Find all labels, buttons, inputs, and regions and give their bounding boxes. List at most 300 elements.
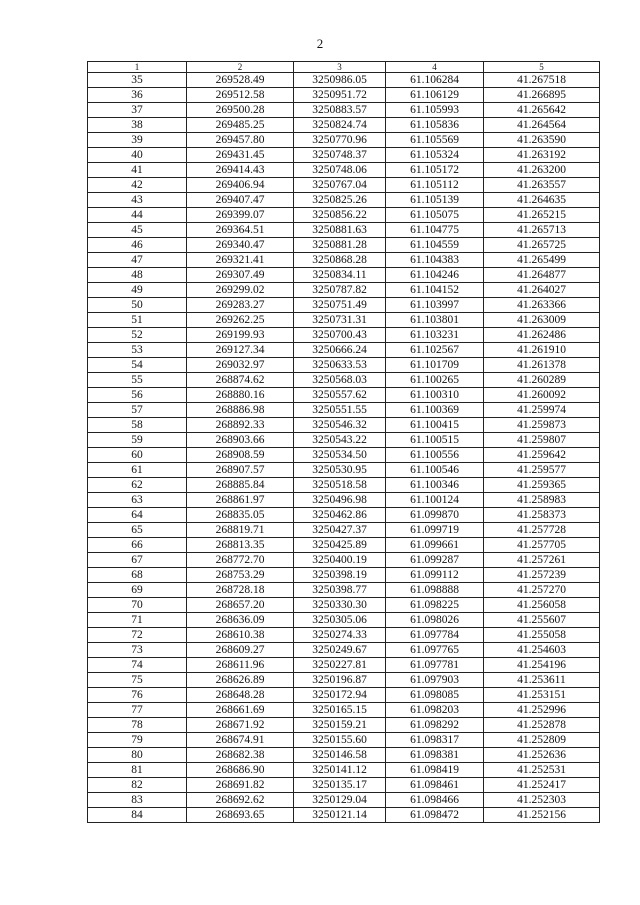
table-cell: 41.259365 xyxy=(484,478,600,493)
table-cell: 61.103997 xyxy=(386,298,484,313)
table-cell: 41.264027 xyxy=(484,283,600,298)
table-cell: 41.257261 xyxy=(484,553,600,568)
table-cell: 55 xyxy=(88,373,187,388)
table-cell: 3250155.60 xyxy=(294,733,386,748)
table-cell: 61.098472 xyxy=(386,808,484,823)
table-cell: 3250518.58 xyxy=(294,478,386,493)
table-row xyxy=(88,448,600,463)
table-cell: 269485.25 xyxy=(187,118,294,133)
table-cell: 41 xyxy=(88,163,187,178)
table-cell: 3250824.74 xyxy=(294,118,386,133)
table-row xyxy=(88,268,600,283)
table-cell: 3250398.19 xyxy=(294,568,386,583)
table-cell: 50 xyxy=(88,298,187,313)
table-row xyxy=(88,118,600,133)
table-cell: 3250825.26 xyxy=(294,193,386,208)
table-cell: 268686.90 xyxy=(187,763,294,778)
table-row xyxy=(88,598,600,613)
table-cell: 41.252878 xyxy=(484,718,600,733)
table-cell: 3250159.21 xyxy=(294,718,386,733)
table-cell: 35 xyxy=(88,73,187,88)
table-cell: 3250427.37 xyxy=(294,523,386,538)
table-cell: 70 xyxy=(88,598,187,613)
table-cell: 41.252417 xyxy=(484,778,600,793)
table-cell: 41.265215 xyxy=(484,208,600,223)
table-cell: 61.099719 xyxy=(386,523,484,538)
table-row xyxy=(88,523,600,538)
table-cell: 41.257705 xyxy=(484,538,600,553)
table-cell: 61.100346 xyxy=(386,478,484,493)
table-row xyxy=(88,628,600,643)
table-cell: 3250856.22 xyxy=(294,208,386,223)
table-cell: 268903.66 xyxy=(187,433,294,448)
table-cell: 3250462.86 xyxy=(294,508,386,523)
table-cell: 41.258373 xyxy=(484,508,600,523)
table-cell: 269340.47 xyxy=(187,238,294,253)
table-cell: 36 xyxy=(88,88,187,103)
table-cell: 49 xyxy=(88,283,187,298)
table-cell: 69 xyxy=(88,583,187,598)
table-cell: 268657.20 xyxy=(187,598,294,613)
table-cell: 75 xyxy=(88,673,187,688)
table-cell: 3250530.95 xyxy=(294,463,386,478)
table-cell: 41.252531 xyxy=(484,763,600,778)
table-cell: 269414.43 xyxy=(187,163,294,178)
table-cell: 61.097765 xyxy=(386,643,484,658)
table-cell: 63 xyxy=(88,493,187,508)
table-cell: 3250666.24 xyxy=(294,343,386,358)
table-cell: 268892.33 xyxy=(187,418,294,433)
table-cell: 269299.02 xyxy=(187,283,294,298)
table-row xyxy=(88,493,600,508)
table-cell: 61.103801 xyxy=(386,313,484,328)
coordinates-table xyxy=(87,61,600,823)
table-cell: 61.097784 xyxy=(386,628,484,643)
table-cell: 3250249.67 xyxy=(294,643,386,658)
table-cell: 41.257239 xyxy=(484,568,600,583)
table-row xyxy=(88,343,600,358)
table-row xyxy=(88,508,600,523)
table-cell: 61.102567 xyxy=(386,343,484,358)
table-cell: 61.099870 xyxy=(386,508,484,523)
table-cell: 80 xyxy=(88,748,187,763)
table-cell: 269457.80 xyxy=(187,133,294,148)
table-row xyxy=(88,673,600,688)
table-cell: 54 xyxy=(88,358,187,373)
table-cell: 84 xyxy=(88,808,187,823)
table-cell: 3250274.33 xyxy=(294,628,386,643)
table-row xyxy=(88,658,600,673)
table-cell: 41.257270 xyxy=(484,583,600,598)
table-row xyxy=(88,478,600,493)
table-row xyxy=(88,193,600,208)
table-cell: 268693.65 xyxy=(187,808,294,823)
table-cell: 3250568.03 xyxy=(294,373,386,388)
table-cell: 61.098026 xyxy=(386,613,484,628)
table-cell: 3250731.31 xyxy=(294,313,386,328)
table-cell: 41.265713 xyxy=(484,223,600,238)
table-cell: 60 xyxy=(88,448,187,463)
table-cell: 61.104559 xyxy=(386,238,484,253)
table-cell: 3250141.12 xyxy=(294,763,386,778)
table-cell: 41.253151 xyxy=(484,688,600,703)
table-cell: 41.264877 xyxy=(484,268,600,283)
table-cell: 268907.57 xyxy=(187,463,294,478)
table-cell: 43 xyxy=(88,193,187,208)
table-row xyxy=(88,748,600,763)
table-row xyxy=(88,73,600,88)
table-cell: 3250770.96 xyxy=(294,133,386,148)
table-cell: 41.259577 xyxy=(484,463,600,478)
table-cell: 61.098203 xyxy=(386,703,484,718)
table-cell: 3250425.89 xyxy=(294,538,386,553)
table-cell: 269500.28 xyxy=(187,103,294,118)
table-row xyxy=(88,388,600,403)
table-cell: 268886.98 xyxy=(187,403,294,418)
table-cell: 41.266895 xyxy=(484,88,600,103)
table-cell: 268885.84 xyxy=(187,478,294,493)
table-cell: 269283.27 xyxy=(187,298,294,313)
table-cell: 74 xyxy=(88,658,187,673)
table-cell: 41.252636 xyxy=(484,748,600,763)
table-cell: 3250534.50 xyxy=(294,448,386,463)
table-cell: 3250227.81 xyxy=(294,658,386,673)
table-cell: 61.106129 xyxy=(386,88,484,103)
table-cell: 268691.82 xyxy=(187,778,294,793)
table-cell: 3250700.43 xyxy=(294,328,386,343)
page-number: 2 xyxy=(316,36,324,51)
table-row xyxy=(88,223,600,238)
table-cell: 41.263590 xyxy=(484,133,600,148)
table-row xyxy=(88,688,600,703)
table-cell: 81 xyxy=(88,763,187,778)
column-header-4: 4 xyxy=(386,62,484,73)
table-cell: 40 xyxy=(88,148,187,163)
table-row xyxy=(88,328,600,343)
table-cell: 41.259642 xyxy=(484,448,600,463)
table-row xyxy=(88,793,600,808)
table-row xyxy=(88,283,600,298)
table-cell: 3250551.55 xyxy=(294,403,386,418)
table-cell: 41.259974 xyxy=(484,403,600,418)
table-cell: 76 xyxy=(88,688,187,703)
table-cell: 3250400.19 xyxy=(294,553,386,568)
table-row xyxy=(88,778,600,793)
table-cell: 269262.25 xyxy=(187,313,294,328)
table-cell: 41.265725 xyxy=(484,238,600,253)
table-cell: 65 xyxy=(88,523,187,538)
table-row xyxy=(88,433,600,448)
table-row xyxy=(88,538,600,553)
table-cell: 41.264635 xyxy=(484,193,600,208)
table-row xyxy=(88,373,600,388)
table-cell: 62 xyxy=(88,478,187,493)
table-cell: 83 xyxy=(88,793,187,808)
table-cell: 3250165.15 xyxy=(294,703,386,718)
table-cell: 61.098888 xyxy=(386,583,484,598)
table-row xyxy=(88,148,600,163)
table-row xyxy=(88,553,600,568)
table-cell: 61.100415 xyxy=(386,418,484,433)
table-cell: 268671.92 xyxy=(187,718,294,733)
table-cell: 3250748.37 xyxy=(294,148,386,163)
table-cell: 73 xyxy=(88,643,187,658)
table-cell: 269528.49 xyxy=(187,73,294,88)
table-cell: 64 xyxy=(88,508,187,523)
table-cell: 3250330.30 xyxy=(294,598,386,613)
table-cell: 3250986.05 xyxy=(294,73,386,88)
table-row xyxy=(88,703,600,718)
table-cell: 61.100265 xyxy=(386,373,484,388)
table-cell: 269032.97 xyxy=(187,358,294,373)
table-cell: 56 xyxy=(88,388,187,403)
table-cell: 41.259873 xyxy=(484,418,600,433)
table-cell: 61.097903 xyxy=(386,673,484,688)
table-cell: 268626.89 xyxy=(187,673,294,688)
table-cell: 39 xyxy=(88,133,187,148)
table-cell: 45 xyxy=(88,223,187,238)
table-cell: 68 xyxy=(88,568,187,583)
table-cell: 268908.59 xyxy=(187,448,294,463)
table-cell: 3250883.57 xyxy=(294,103,386,118)
table-row xyxy=(88,568,600,583)
table-cell: 268674.91 xyxy=(187,733,294,748)
table-cell: 61.099112 xyxy=(386,568,484,583)
table-cell: 61.104246 xyxy=(386,268,484,283)
table-header xyxy=(88,62,600,73)
table-cell: 42 xyxy=(88,178,187,193)
table-cell: 269321.41 xyxy=(187,253,294,268)
table-row xyxy=(88,718,600,733)
table-cell: 41.263200 xyxy=(484,163,600,178)
table-cell: 41.265642 xyxy=(484,103,600,118)
table-cell: 41.263009 xyxy=(484,313,600,328)
table-cell: 61.100556 xyxy=(386,448,484,463)
table-cell: 3250834.11 xyxy=(294,268,386,283)
table-cell: 268636.09 xyxy=(187,613,294,628)
table-cell: 268661.69 xyxy=(187,703,294,718)
table-cell: 38 xyxy=(88,118,187,133)
table-cell: 268753.29 xyxy=(187,568,294,583)
table-cell: 268648.28 xyxy=(187,688,294,703)
table-cell: 41.263192 xyxy=(484,148,600,163)
table-row xyxy=(88,208,600,223)
table-cell: 41.252303 xyxy=(484,793,600,808)
table-cell: 61.097781 xyxy=(386,658,484,673)
table-cell: 41.261910 xyxy=(484,343,600,358)
table-cell: 268874.62 xyxy=(187,373,294,388)
table-cell: 41.260289 xyxy=(484,373,600,388)
table-cell: 3250146.58 xyxy=(294,748,386,763)
table-row xyxy=(88,613,600,628)
table-cell: 41.252809 xyxy=(484,733,600,748)
table-row xyxy=(88,358,600,373)
table-cell: 41.267518 xyxy=(484,73,600,88)
table-cell: 41.254196 xyxy=(484,658,600,673)
table-cell: 59 xyxy=(88,433,187,448)
table-cell: 3250398.77 xyxy=(294,583,386,598)
table-cell: 268813.35 xyxy=(187,538,294,553)
table-cell: 61.098419 xyxy=(386,763,484,778)
table-cell: 61.105993 xyxy=(386,103,484,118)
table-cell: 3250787.82 xyxy=(294,283,386,298)
table-cell: 3250305.06 xyxy=(294,613,386,628)
column-header-3: 3 xyxy=(294,62,386,73)
table-row xyxy=(88,733,600,748)
table-cell: 269199.93 xyxy=(187,328,294,343)
table-cell: 72 xyxy=(88,628,187,643)
table-cell: 268682.38 xyxy=(187,748,294,763)
table-cell: 61.100546 xyxy=(386,463,484,478)
table-cell: 61.098466 xyxy=(386,793,484,808)
table-cell: 269512.58 xyxy=(187,88,294,103)
table-cell: 61.105075 xyxy=(386,208,484,223)
table-cell: 41.255607 xyxy=(484,613,600,628)
table-cell: 41.252996 xyxy=(484,703,600,718)
table-cell: 3250129.04 xyxy=(294,793,386,808)
table-cell: 3250633.53 xyxy=(294,358,386,373)
table-cell: 269364.51 xyxy=(187,223,294,238)
table-cell: 3250135.17 xyxy=(294,778,386,793)
table-cell: 61.101709 xyxy=(386,358,484,373)
table-cell: 268609.27 xyxy=(187,643,294,658)
table-row xyxy=(88,103,600,118)
table-cell: 61.106284 xyxy=(386,73,484,88)
table-cell: 3250546.32 xyxy=(294,418,386,433)
table-cell: 61.100124 xyxy=(386,493,484,508)
table-cell: 3250121.14 xyxy=(294,808,386,823)
table-cell: 47 xyxy=(88,253,187,268)
table-cell: 61.105569 xyxy=(386,133,484,148)
table-cell: 61.098292 xyxy=(386,718,484,733)
table-cell: 3250767.04 xyxy=(294,178,386,193)
table-body xyxy=(88,73,600,823)
table-cell: 41.258983 xyxy=(484,493,600,508)
table-row xyxy=(88,403,600,418)
column-header-1: 1 xyxy=(88,62,187,73)
table-cell: 3250751.49 xyxy=(294,298,386,313)
table-cell: 41.252156 xyxy=(484,808,600,823)
table-cell: 268611.96 xyxy=(187,658,294,673)
table-cell: 3250196.87 xyxy=(294,673,386,688)
table-cell: 268835.05 xyxy=(187,508,294,523)
table-cell: 61.098317 xyxy=(386,733,484,748)
table-cell: 48 xyxy=(88,268,187,283)
header-row xyxy=(88,62,600,73)
table-row xyxy=(88,463,600,478)
table-cell: 61.104383 xyxy=(386,253,484,268)
table-cell: 61.105324 xyxy=(386,148,484,163)
table-cell: 71 xyxy=(88,613,187,628)
table-cell: 51 xyxy=(88,313,187,328)
table-cell: 61.104775 xyxy=(386,223,484,238)
table-cell: 3250868.28 xyxy=(294,253,386,268)
table-row xyxy=(88,163,600,178)
table-cell: 61.105112 xyxy=(386,178,484,193)
table-cell: 41.254603 xyxy=(484,643,600,658)
table-cell: 61.105836 xyxy=(386,118,484,133)
table-cell: 41.261378 xyxy=(484,358,600,373)
table-cell: 268610.38 xyxy=(187,628,294,643)
table-cell: 41.263557 xyxy=(484,178,600,193)
table-cell: 41.265499 xyxy=(484,253,600,268)
table-cell: 268819.71 xyxy=(187,523,294,538)
table-row xyxy=(88,418,600,433)
table-cell: 3250881.63 xyxy=(294,223,386,238)
table-cell: 41.262486 xyxy=(484,328,600,343)
table-row xyxy=(88,763,600,778)
table-cell: 61.099661 xyxy=(386,538,484,553)
table-cell: 46 xyxy=(88,238,187,253)
table-cell: 61.098381 xyxy=(386,748,484,763)
table-cell: 268861.97 xyxy=(187,493,294,508)
table-cell: 82 xyxy=(88,778,187,793)
table-cell: 61.105139 xyxy=(386,193,484,208)
table-cell: 67 xyxy=(88,553,187,568)
table-row xyxy=(88,643,600,658)
table-cell: 269431.45 xyxy=(187,148,294,163)
column-header-5: 5 xyxy=(484,62,600,73)
table-cell: 41.257728 xyxy=(484,523,600,538)
table-cell: 61 xyxy=(88,463,187,478)
table-cell: 57 xyxy=(88,403,187,418)
table-row xyxy=(88,238,600,253)
table-cell: 3250496.98 xyxy=(294,493,386,508)
table-cell: 269127.34 xyxy=(187,343,294,358)
table-cell: 61.100310 xyxy=(386,388,484,403)
table-row xyxy=(88,298,600,313)
table-cell: 268728.18 xyxy=(187,583,294,598)
table-cell: 77 xyxy=(88,703,187,718)
table-cell: 3250557.62 xyxy=(294,388,386,403)
table-cell: 41.255058 xyxy=(484,628,600,643)
table-cell: 41.260092 xyxy=(484,388,600,403)
table-cell: 61.098085 xyxy=(386,688,484,703)
column-header-2: 2 xyxy=(187,62,294,73)
table-cell: 44 xyxy=(88,208,187,223)
table-cell: 3250543.22 xyxy=(294,433,386,448)
table-cell: 41.253611 xyxy=(484,673,600,688)
table-cell: 269406.94 xyxy=(187,178,294,193)
table-cell: 3250172.94 xyxy=(294,688,386,703)
table-cell: 78 xyxy=(88,718,187,733)
table-cell: 269307.49 xyxy=(187,268,294,283)
table-cell: 61.103231 xyxy=(386,328,484,343)
table-cell: 61.104152 xyxy=(386,283,484,298)
table-cell: 3250951.72 xyxy=(294,88,386,103)
table-cell: 52 xyxy=(88,328,187,343)
table-cell: 269407.47 xyxy=(187,193,294,208)
table-cell: 269399.07 xyxy=(187,208,294,223)
table-cell: 268880.16 xyxy=(187,388,294,403)
table-cell: 3250748.06 xyxy=(294,163,386,178)
table-cell: 66 xyxy=(88,538,187,553)
table-cell: 61.105172 xyxy=(386,163,484,178)
table-cell: 41.263366 xyxy=(484,298,600,313)
table-cell: 3250881.28 xyxy=(294,238,386,253)
table-row xyxy=(88,253,600,268)
table-cell: 61.098461 xyxy=(386,778,484,793)
table-cell: 268772.70 xyxy=(187,553,294,568)
table-row xyxy=(88,583,600,598)
table-cell: 58 xyxy=(88,418,187,433)
table-cell: 61.100515 xyxy=(386,433,484,448)
table-row xyxy=(88,313,600,328)
table-cell: 53 xyxy=(88,343,187,358)
table-cell: 61.100369 xyxy=(386,403,484,418)
table-row xyxy=(88,133,600,148)
table-cell: 41.259807 xyxy=(484,433,600,448)
